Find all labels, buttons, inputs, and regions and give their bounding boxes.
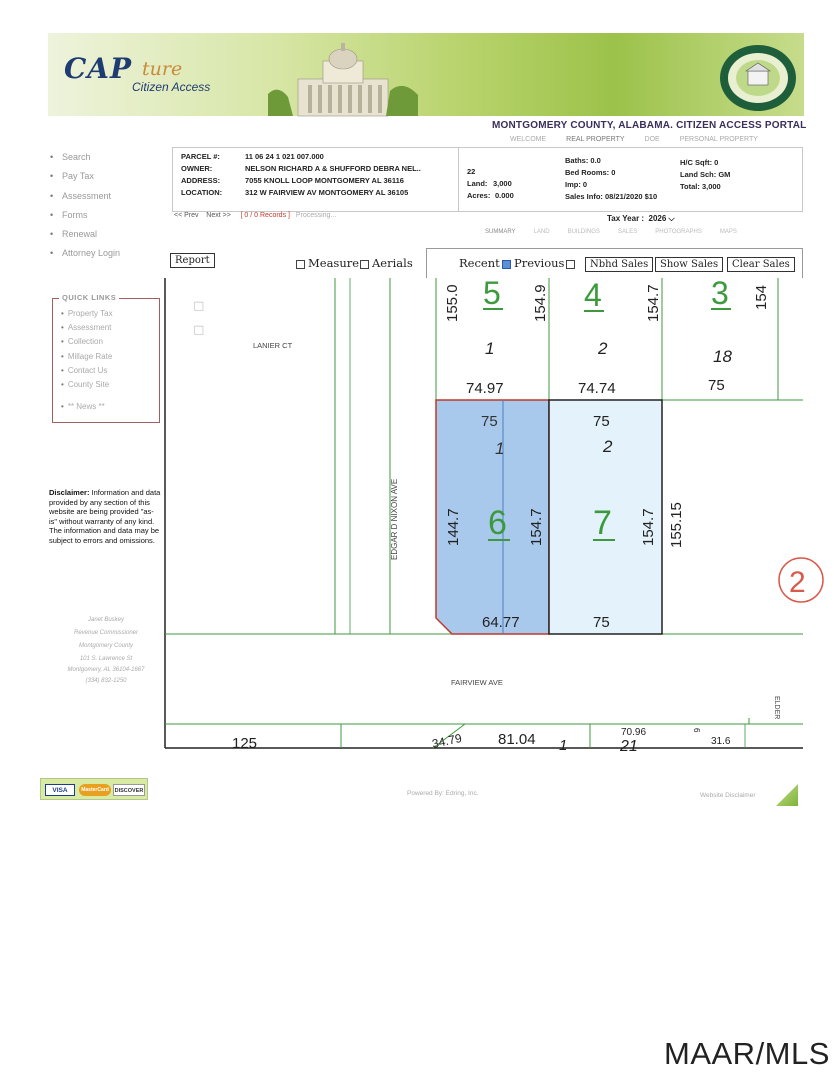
svg-text:◻: ◻ (193, 297, 205, 313)
mastercard-logo: MasterCard (79, 784, 111, 796)
nav-personal-property[interactable]: PERSONAL PROPERTY (679, 136, 758, 143)
address-value: 7055 KNOLL LOOP MONTGOMERY AL 36116 (245, 176, 404, 185)
disclaimer-text: Information and data provided by any section of this website are being provided "as-is" without warranty of any kind. The information and data may be subject to errors and omissions. (49, 488, 161, 545)
show-sales-button[interactable]: Show Sales (655, 257, 723, 272)
owner-label: OWNER: (181, 164, 213, 173)
bullet-icon: • (50, 190, 54, 201)
prev-link[interactable]: << Prev (174, 212, 199, 219)
hc-sqft-value: H/C Sqft: 0 (680, 158, 719, 167)
bullet-icon: • (50, 248, 54, 259)
owner-value: NELSON RICHARD A & SHUFFORD DEBRA NEL.. (245, 164, 421, 173)
dimension-label: 75 (593, 614, 610, 631)
tab-maps[interactable]: MAPS (719, 229, 737, 235)
portal-title: MONTGOMERY COUNTY, ALABAMA. CITIZEN ACCESS PORTAL (492, 120, 807, 131)
quick-link-contact-us[interactable]: • Contact Us (61, 365, 108, 375)
parcel-summary (172, 147, 803, 212)
nbhd-sales-button[interactable]: Nbhd Sales (585, 257, 653, 272)
street-elder-label: ELDER (773, 696, 780, 720)
quick-link-assessment[interactable]: • Assessment (61, 323, 112, 333)
dimension-label: 64.77 (482, 614, 520, 631)
menu-item-search[interactable]: • Search (50, 152, 91, 162)
lot-4-number: 4 (584, 277, 602, 313)
dimension-label: 34.79 (430, 730, 463, 751)
tax-year-select[interactable] (607, 214, 675, 224)
quick-link-property-tax[interactable]: • Property Tax (61, 309, 113, 318)
record-pager (174, 212, 336, 219)
nav-real-property[interactable]: REAL PROPERTY (566, 136, 625, 143)
menu-item-renewal[interactable]: • Renewal (50, 229, 98, 240)
dimension-label: 74.97 (466, 380, 504, 397)
imp-value: Imp: 0 (565, 180, 588, 189)
menu-item-assessment[interactable]: • Assessment (50, 190, 112, 201)
measure-checkbox[interactable] (296, 260, 305, 269)
clear-sales-button[interactable]: Clear Sales (727, 257, 795, 272)
quick-links-title: QUICK LINKS (59, 293, 119, 302)
dimension-label: 31.6 (711, 736, 731, 747)
menu-item-forms[interactable]: • Forms (50, 209, 88, 220)
sales-info-value: Sales Info: 08/21/2020 $10 (565, 192, 658, 201)
commissioner-city: Montgomery, AL 36104-1667 (67, 667, 145, 673)
recent-toggle[interactable]: Recent (459, 256, 514, 270)
dimension-label: 155.0 (444, 284, 461, 322)
subtabs (485, 229, 737, 235)
quick-links-panel (52, 293, 160, 423)
capture-logo-accent: ture (142, 58, 183, 80)
block-number: 1 (485, 339, 495, 358)
dimension-label: 6 (692, 728, 701, 733)
street-edgar-label: EDGAR D NIXON AVE (390, 478, 399, 560)
top-nav (510, 136, 758, 143)
baths-value: Baths: 0.0 (565, 156, 601, 165)
report-button[interactable]: Report (170, 253, 215, 268)
courthouse-image (268, 39, 418, 116)
tab-summary[interactable]: SUMMARY (485, 229, 516, 235)
processing-status: Processing... (295, 212, 337, 219)
dimension-label: 154.7 (645, 284, 662, 322)
mls-watermark: MAAR/MLS (664, 1036, 830, 1071)
chevron-down-icon: ⌵ (668, 214, 675, 223)
street-fairview-label: FAIRVIEW AVE (451, 678, 503, 687)
block-number: 1 (495, 439, 505, 458)
block-number: 2 (603, 437, 613, 456)
payment-cards (40, 778, 148, 800)
block-number: 2 (598, 339, 608, 358)
quick-link-news[interactable]: • ** News ** (61, 402, 105, 411)
street-lanier-label: LANIER CT (253, 341, 293, 350)
left-menu (50, 152, 120, 268)
website-disclaimer-link[interactable]: Website Disclaimer (700, 792, 756, 799)
dimension-label: 70.96 (621, 727, 647, 738)
lot-5-number: 5 (483, 275, 501, 311)
lot-7-number: 7 (593, 504, 612, 542)
parcel-label: PARCEL #: (181, 152, 220, 161)
previous-checkbox[interactable] (566, 260, 575, 269)
acres-value: 0.000 (495, 191, 514, 200)
dimension-label: 155.15 (668, 502, 685, 548)
tab-buildings[interactable]: BUILDINGS (567, 229, 600, 235)
tax-year-label: Tax Year : (607, 214, 645, 223)
location-label: LOCATION: (181, 188, 223, 197)
recent-checkbox[interactable] (502, 260, 511, 269)
dimension-label: 75 (593, 413, 610, 430)
commissioner-street: 101 S. Lawrence St (79, 656, 133, 662)
svg-text:◻: ◻ (193, 321, 205, 337)
tax-year-value: 2026 (648, 214, 667, 223)
tab-sales[interactable]: SALES (617, 229, 638, 235)
dimension-label: 154 (753, 284, 770, 310)
measure-toggle[interactable]: Measure (296, 256, 359, 270)
next-link[interactable]: Next >> (206, 212, 231, 219)
parcel-map-canvas[interactable] (165, 275, 806, 755)
nav-welcome[interactable]: WELCOME (510, 136, 547, 143)
map-marker-label: 2 (789, 566, 806, 599)
county-seal-icon (718, 43, 798, 113)
visa-logo: VISA (45, 784, 75, 796)
quick-link-county-site[interactable]: • County Site (61, 379, 110, 389)
land-value: 3,000 (493, 179, 512, 188)
capture-logo-subtitle: Citizen Access (132, 80, 211, 94)
menu-item-attorney-login[interactable]: • Attorney Login (50, 248, 121, 259)
dimension-label: 74.74 (578, 380, 616, 397)
dimension-label: 154.9 (532, 284, 549, 322)
corner-decoration (776, 784, 798, 806)
block-number: 1 (559, 737, 568, 754)
parcel-number: 11 06 24 1 021 007.000 (245, 152, 324, 161)
dimension-label: 81.04 (498, 731, 536, 748)
aerials-checkbox[interactable] (360, 260, 369, 269)
parcel-map[interactable] (165, 275, 806, 755)
lot-3-number: 3 (711, 275, 729, 311)
bullet-icon: • (50, 171, 54, 182)
address-label: ADDRESS: (181, 176, 221, 185)
dimension-label: 154.7 (640, 508, 657, 546)
commissioner-info (50, 614, 162, 688)
dimension-label: 125 (232, 735, 258, 752)
total-value: Total: 3,000 (680, 182, 721, 191)
nav-doe[interactable]: DOE (644, 136, 660, 143)
disclaimer (49, 488, 161, 545)
disclaimer-heading: Disclaimer: (49, 488, 90, 497)
dimension-label: 75 (708, 377, 725, 394)
dimension-label: 75 (481, 413, 498, 430)
bullet-icon: • (50, 152, 54, 162)
tab-land[interactable]: LAND (533, 229, 550, 235)
bullet-icon: • (50, 229, 54, 240)
discover-logo: DISCOVER (113, 784, 145, 796)
block-number: 18 (713, 347, 732, 366)
commissioner-name: Janet Buskey (87, 617, 125, 623)
lot-6-number: 6 (488, 504, 507, 542)
acres-label: Acres: (467, 191, 491, 200)
previous-toggle[interactable]: Previous (514, 256, 578, 270)
tab-photographs[interactable]: PHOTOGRAPHS (655, 229, 702, 235)
quick-link-millage-rate[interactable]: • Millage Rate (61, 351, 113, 361)
records-count: [ 0 / 0 Records ] (240, 212, 290, 219)
bullet-icon: • (50, 209, 54, 220)
aerials-toggle[interactable]: Aerials (360, 256, 413, 270)
bedrooms-value: Bed Rooms: 0 (565, 168, 616, 177)
menu-item-pay-tax[interactable]: • Pay Tax (50, 171, 94, 182)
land-label: Land: (467, 179, 488, 188)
dimension-label: 154.7 (528, 508, 545, 546)
commissioner-county: Montgomery County (78, 643, 134, 649)
commissioner-phone: (334) 832-1250 (85, 678, 127, 684)
commissioner-title: Revenue Commissioner (73, 630, 139, 636)
capture-logo-main: CAP (64, 52, 133, 85)
block-number: 21 (620, 738, 638, 755)
powered-by: Powered By: Edring, Inc. (407, 790, 479, 797)
land-sch-value: Land Sch: GM (680, 170, 731, 179)
parcel-divider (458, 148, 459, 211)
location-value: 312 W FAIRVIEW AV MONTGOMERY AL 36105 (245, 188, 409, 197)
parcel-code: 22 (467, 167, 476, 176)
dimension-label: 144.7 (445, 508, 462, 546)
quick-link-collection[interactable]: • Collection (61, 337, 103, 347)
